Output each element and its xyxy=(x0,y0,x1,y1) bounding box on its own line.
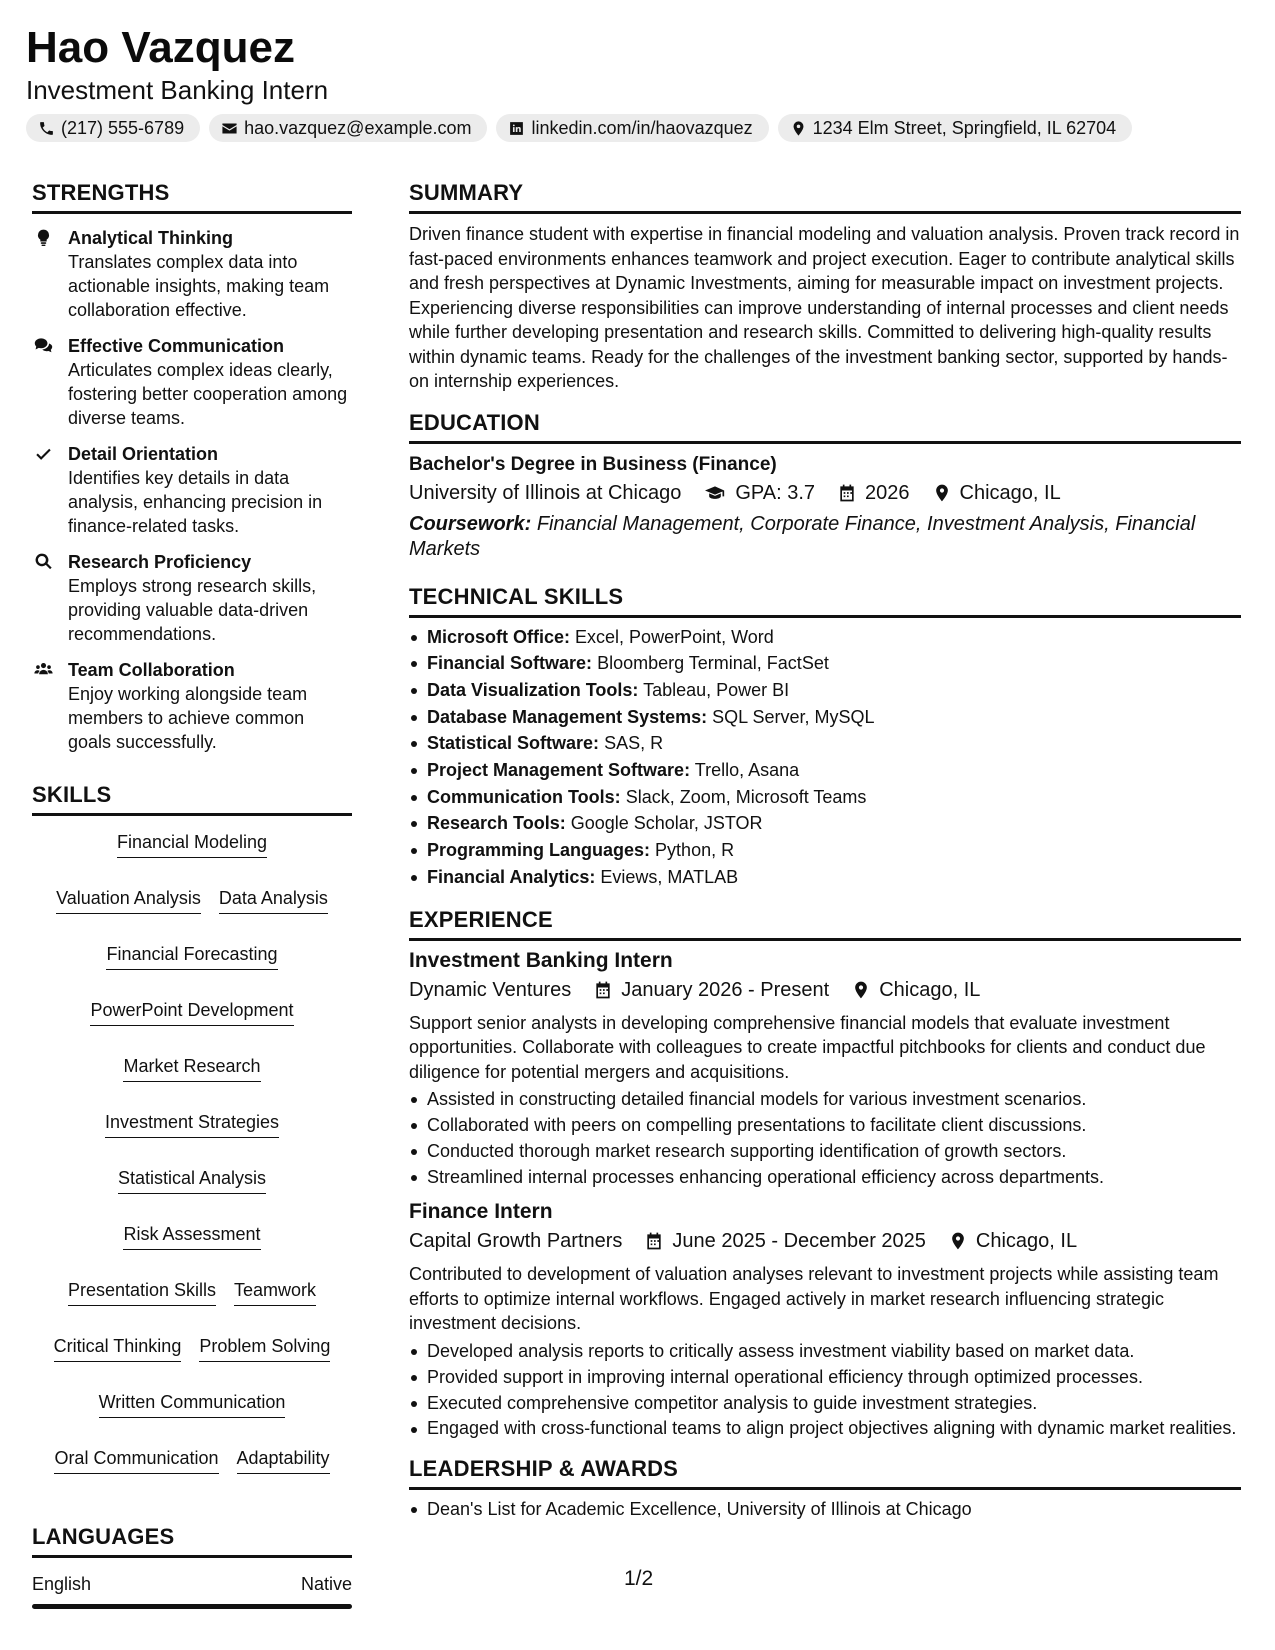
strength-desc: Translates complex data into actionable insights, making team collaboration effective. xyxy=(68,252,330,320)
tech-label: Programming Languages: xyxy=(427,840,651,861)
strength-desc: Identifies key details in data analysis, enhancing precision in finance-related tasks. xyxy=(68,468,323,536)
list-item: Streamlined internal processes enhancing operational efficiency across departments. xyxy=(409,1164,1241,1190)
list-item xyxy=(409,757,1241,784)
tech-label: Statistical Software: xyxy=(427,733,600,754)
strength-title: Team Collaboration xyxy=(68,660,235,680)
strength-item xyxy=(32,550,352,646)
degree-title: Bachelor's Degree in Business (Finance) xyxy=(409,453,777,475)
school-name: University of Illinois at Chicago xyxy=(409,481,682,504)
summary-heading: SUMMARY xyxy=(409,178,1241,214)
tech-label: Database Management Systems: xyxy=(427,706,708,727)
strength-title: Research Proficiency xyxy=(68,552,252,572)
map-pin-icon xyxy=(948,1231,968,1251)
strengths-heading: STRENGTHS xyxy=(32,178,352,214)
phone-text: (217) 555-6789 xyxy=(61,117,185,138)
job-bullets xyxy=(409,1086,1241,1190)
skill-tag: Financial Forecasting xyxy=(106,942,277,970)
list-item: Assisted in constructing detailed financial models for various investment scenarios. xyxy=(409,1086,1241,1112)
list-item xyxy=(409,837,1241,864)
company-name: Capital Growth Partners xyxy=(409,1230,623,1253)
strength-title: Analytical Thinking xyxy=(68,228,234,248)
linkedin-text: linkedin.com/in/haovazquez xyxy=(531,117,753,138)
phone-icon xyxy=(38,120,55,137)
skill-tag: Data Analysis xyxy=(219,886,328,914)
list-item: Provided support in improving internal operational efficiency through optimized processes. xyxy=(409,1364,1241,1390)
skill-tag: Market Research xyxy=(123,1054,260,1082)
list-item: Executed comprehensive competitor analysis to guide investment strategies. xyxy=(409,1390,1241,1416)
strength-item xyxy=(32,226,352,322)
strength-title: Detail Orientation xyxy=(68,444,219,464)
language-row xyxy=(32,1572,352,1596)
education-location: Chicago, IL xyxy=(959,481,1061,504)
list-item xyxy=(409,784,1241,811)
summary-text: Driven finance student with expertise in financial modeling and valuation analysis. Proven track record in fast-paced environments enhances teamwork and project execution. Eager to contribute analytical skills and fresh perspectives at Dynamic Investments, aiming for measurable impact on investment projects. Experiencing diverse responsibilities can improve understanding of internal processes and client needs while further developing presentation and research skills. Committed to delivering high-quality results within dynamic teams. Ready for the challenges of the investment banking sector, supported by hands-on internship experiences. xyxy=(409,224,1240,391)
tech-value: Slack, Zoom, Microsoft Teams xyxy=(625,786,867,807)
resume-header xyxy=(26,22,1251,142)
skill-tag: Presentation Skills xyxy=(68,1278,216,1306)
list-item xyxy=(409,730,1241,757)
list-item xyxy=(409,704,1241,731)
gpa-text: GPA: 3.7 xyxy=(735,481,816,504)
job-location: Chicago, IL xyxy=(879,978,981,1001)
skill-tag: Written Communication xyxy=(99,1390,286,1418)
envelope-icon xyxy=(221,120,238,137)
strength-item xyxy=(32,442,352,538)
contact-address[interactable] xyxy=(778,114,1133,142)
contact-phone[interactable] xyxy=(26,114,200,142)
list-item xyxy=(409,677,1241,704)
skill-tag: Oral Communication xyxy=(54,1446,218,1474)
job-title: Finance Intern xyxy=(409,1200,553,1224)
map-pin-icon xyxy=(932,483,952,503)
list-item xyxy=(409,624,1241,651)
users-icon xyxy=(34,660,53,679)
job-bullets xyxy=(409,1338,1241,1440)
map-pin-icon xyxy=(790,120,807,137)
list-item xyxy=(409,810,1241,837)
calendar-icon xyxy=(644,1231,664,1251)
skill-tag: Investment Strategies xyxy=(105,1110,279,1138)
tech-value: Excel, PowerPoint, Word xyxy=(575,626,774,647)
list-item: Collaborated with peers on compelling presentations to facilitate client discussions. xyxy=(409,1112,1241,1138)
job-description: Support senior analysts in developing comprehensive financial models that evaluate investment opportunities. Collaborate with colleagues to create impactful pitchbooks for clients and conduct due diligence for potential mergers and acquisitions. xyxy=(409,1012,1206,1082)
coursework xyxy=(409,512,1241,562)
tech-value: Eviews, MATLAB xyxy=(600,866,739,887)
language-level: Native xyxy=(300,1574,352,1594)
right-column xyxy=(409,178,1241,1522)
strength-title: Effective Communication xyxy=(68,336,285,356)
candidate-role: Investment Banking Intern xyxy=(26,75,329,105)
language-name: English xyxy=(32,1574,92,1594)
list-item xyxy=(409,864,1241,891)
education-meta xyxy=(409,478,1241,508)
list-item: Engaged with cross-functional teams to align project objectives aligning with dynamic market realities. xyxy=(409,1416,1241,1440)
list-item: Conducted thorough market research supporting identification of growth sectors. xyxy=(409,1138,1241,1164)
check-icon xyxy=(34,444,53,463)
skills-list xyxy=(32,830,352,1474)
tech-value: Tableau, Power BI xyxy=(643,679,790,700)
comments-icon xyxy=(34,336,53,355)
tech-value: Trello, Asana xyxy=(694,760,800,781)
search-icon xyxy=(34,552,53,571)
skill-tag: Critical Thinking xyxy=(54,1334,182,1362)
email-text: hao.vazquez@example.com xyxy=(244,117,472,138)
job-meta xyxy=(409,975,1241,1005)
languages-heading: LANGUAGES xyxy=(32,1522,352,1558)
contact-bar xyxy=(26,114,1251,142)
leadership-heading: LEADERSHIP & AWARDS xyxy=(409,1454,1241,1490)
list-item: Developed analysis reports to critically assess investment viability based on market data. xyxy=(409,1338,1241,1364)
tech-label: Financial Analytics: xyxy=(427,866,596,887)
tech-label: Financial Software: xyxy=(427,653,593,674)
coursework-list: Financial Management, Corporate Finance, Investment Analysis, Financial Markets xyxy=(409,512,1196,560)
tech-label: Research Tools: xyxy=(427,813,566,834)
tech-value: SQL Server, MySQL xyxy=(712,706,875,727)
tech-label: Project Management Software: xyxy=(427,760,691,781)
coursework-label: Coursework: xyxy=(409,512,532,535)
technical-skills-heading: TECHNICAL SKILLS xyxy=(409,582,1241,618)
contact-email[interactable] xyxy=(209,114,487,142)
strength-desc: Enjoy working alongside team members to achieve common goals successfully. xyxy=(68,684,308,752)
tech-value: Bloomberg Terminal, FactSet xyxy=(597,653,829,674)
page-number: 1/2 xyxy=(624,1567,654,1590)
tech-value: Python, R xyxy=(655,840,735,861)
education-heading: EDUCATION xyxy=(409,408,1241,444)
job-dates: June 2025 - December 2025 xyxy=(672,1230,926,1253)
skill-tag: PowerPoint Development xyxy=(90,998,293,1026)
skill-tag: Financial Modeling xyxy=(117,830,267,858)
strength-desc: Employs strong research skills, providing valuable data-driven recommendations. xyxy=(68,576,317,644)
lightbulb-icon xyxy=(34,228,53,247)
strength-desc: Articulates complex ideas clearly, fostering better cooperation among diverse teams. xyxy=(68,360,348,428)
tech-label: Communication Tools: xyxy=(427,786,621,807)
strength-item xyxy=(32,334,352,430)
graduation-cap-icon xyxy=(703,483,727,503)
graduation-year: 2026 xyxy=(865,481,910,504)
skill-tag: Teamwork xyxy=(234,1278,316,1306)
tech-label: Microsoft Office: xyxy=(427,626,571,647)
tech-value: SAS, R xyxy=(604,733,664,754)
job-title: Investment Banking Intern xyxy=(409,948,673,972)
tech-value: Google Scholar, JSTOR xyxy=(570,813,763,834)
list-item: Dean's List for Academic Excellence, University of Illinois at Chicago xyxy=(409,1496,1241,1523)
job-location: Chicago, IL xyxy=(975,1230,1078,1253)
tech-label: Data Visualization Tools: xyxy=(427,679,639,700)
left-column xyxy=(32,178,352,1609)
language-proficiency-bar xyxy=(32,1604,352,1609)
skill-tag: Valuation Analysis xyxy=(56,886,201,914)
job-dates: January 2026 - Present xyxy=(621,978,830,1001)
technical-skills-list xyxy=(409,624,1241,891)
linkedin-icon xyxy=(508,120,525,137)
leadership-list xyxy=(409,1496,1241,1523)
skill-tag: Statistical Analysis xyxy=(118,1166,266,1194)
calendar-icon xyxy=(593,980,613,1000)
map-pin-icon xyxy=(851,980,871,1000)
skill-tag: Risk Assessment xyxy=(123,1222,260,1250)
address-text: 1234 Elm Street, Springfield, IL 62704 xyxy=(812,117,1117,138)
skill-tag: Adaptability xyxy=(237,1446,330,1474)
job-description: Contributed to development of valuation analyses relevant to investment projects while assisting team efforts to optimize internal workflows. Engaged actively in market research influencing strategic investment decisions. xyxy=(409,1264,1219,1334)
candidate-name: Hao Vazquez xyxy=(26,23,295,72)
strength-item xyxy=(32,658,352,754)
calendar-icon xyxy=(837,483,857,503)
list-item xyxy=(409,650,1241,677)
skill-tag: Problem Solving xyxy=(199,1334,330,1362)
experience-heading: EXPERIENCE xyxy=(409,905,1241,941)
contact-linkedin[interactable] xyxy=(496,114,768,142)
skills-heading: SKILLS xyxy=(32,780,352,816)
job-meta xyxy=(409,1226,1241,1256)
company-name: Dynamic Ventures xyxy=(409,978,572,1001)
